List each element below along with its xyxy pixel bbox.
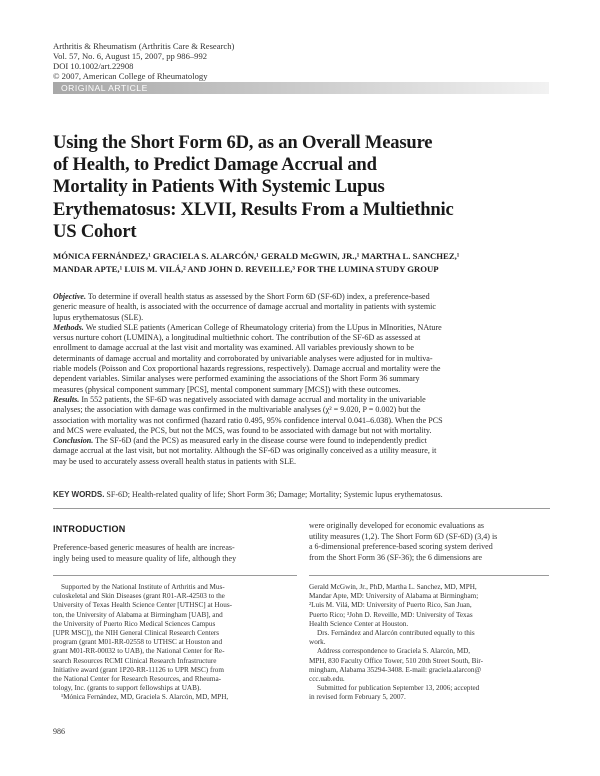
- footnote-line: [UPR MSC]), the NIH General Clinical Research Centers: [53, 629, 220, 638]
- footnote-line: the University of Puerto Rico Medical Sciences Campus: [53, 619, 216, 628]
- title-line: of Health, to Predict Damage Accrual and: [53, 154, 377, 176]
- footnote-line: Submitted for publication September 13, 2006; accepted: [317, 684, 480, 693]
- author-line: MANDAR APTE,¹ LUIS M. VILÁ,² AND JOHN D. REVEILLE,³ FOR THE LUMINA STUDY GROUP: [53, 263, 439, 274]
- body-line: a 6-dimensional preference-based scoring system derived: [309, 542, 493, 551]
- body-line: from the Short Form 36 (SF-36); the 6 dimensions are: [309, 552, 483, 562]
- footnote-line: MPH, 830 Faculty Office Tower, 510 20th Street South, Bir-: [309, 656, 484, 665]
- footnote-line: ¹Mónica Fernández, MD, Graciela S. Alarcón, MD, MPH,: [61, 693, 229, 702]
- author-line: MÓNICA FERNÁNDEZ,¹ GRACIELA S. ALARCÓN,¹ GERALD McGWIN, JR.,¹ MARTHA L. SANCHEZ,¹: [53, 251, 460, 261]
- footnote-line: ccc.uab.edu.: [309, 675, 345, 684]
- footnote-line: work.: [309, 638, 326, 647]
- abstract-line: lupus erythematosus (SLE).: [53, 312, 144, 322]
- abstract-line: damage accrual at the last visit, but not mortality. Although the SF-6D was originally conceived as a utility measure, it: [53, 446, 437, 456]
- footnote-line: University of Texas Health Science Center [UTHSC] at Hous-: [53, 601, 233, 610]
- keywords-label: KEY WORDS.: [53, 490, 105, 499]
- journal-volume: Vol. 57, No. 6, August 15, 2007, pp 986–992: [53, 51, 208, 61]
- article-title: [53, 132, 553, 243]
- footnote-line: ton, the University of Alabama at Birmingham [UAB], and: [53, 610, 223, 619]
- abstract-methods-line: Methods. We studied SLE patients (American College of Rheumatology criteria) from the LUpus in MInorities, NAture: [53, 322, 442, 332]
- footnote-line: in revised form February 5, 2007.: [309, 693, 406, 702]
- journal-copyright: © 2007, American College of Rheumatology: [53, 71, 208, 81]
- abstract-results-line: Results. In 552 patients, the SF-6D was negatively associated with damage accrual and mortality in the univariable: [53, 394, 426, 404]
- footnote-line: Initiative award (grant 1P20-RR-11126 to UPR MSC) from: [53, 665, 224, 674]
- abstract-line: may be used to accurately assess overall health status in patients with SLE.: [53, 456, 296, 466]
- abstract-conclusion-line: Conclusion. The SF-6D (and the PCS) as measured early in the disease course were found to independently predict: [53, 436, 427, 446]
- footnote-line: search Resources RCMI Clinical Research Infrastructure: [53, 656, 217, 665]
- abstract-line: analyses; the association with damage was confirmed in the multivariable analyses (χ² = 9.020, P = 0.002) but the: [53, 405, 421, 415]
- footnote-divider: [309, 575, 549, 576]
- page-number: 986: [53, 727, 65, 736]
- footnote-line: the National Center for Research Resources, and Rheuma-: [53, 675, 222, 684]
- abstract-line: generic measure of health, is associated with the occurrence of damage accrual and mortality in patients with systemic: [53, 302, 436, 312]
- title-line: Mortality in Patients With Systemic Lupus: [53, 176, 385, 198]
- abstract-line: and MCS were evaluated, the PCS, but not the MCS, was found to be associated with damage but not with mortality.: [53, 425, 432, 435]
- journal-header: [53, 41, 353, 81]
- footnote-left: [53, 583, 297, 703]
- body-line: ingly being used to measure quality of life, although they: [53, 553, 237, 563]
- author-list: [53, 250, 553, 275]
- abstract-objective-line: Objective. To determine if overall health status as assessed by the Short Form 6D (SF-6D) index, a preference-based: [53, 292, 430, 301]
- footnote-line: Puerto Rico; ³John D. Reveille, MD: University of Texas: [309, 610, 473, 619]
- footnote-line: Mandar Apte, MD: University of Alabama at Birmingham;: [309, 592, 479, 601]
- section-band: [53, 82, 549, 94]
- abstract-line: determinants of damage accrual and mortality and corroborated by univariable analyses were adjusted for in multiva-: [53, 353, 433, 363]
- journal-doi: DOI 10.1002/art.22908: [53, 61, 134, 71]
- abstract-line: association with mortality was not confirmed (hazard ratio 0.495, 95% confidence interval 0.041–6.038). When the PCS: [53, 415, 443, 425]
- footnote-line: program (grant M01-RR-02558 to UTHSC at Houston and: [53, 638, 223, 647]
- footnote-line: tology, Inc. (grants to support fellowships at UAB).: [53, 684, 202, 693]
- footnote-line: Supported by the National Institute of Arthritis and Mus-: [61, 583, 225, 591]
- footnote-line: Drs. Fernández and Alarcón contributed equally to this: [317, 629, 475, 638]
- footnote-line: grant M01-RR-00032 to UAB), the National Center for Re-: [53, 647, 225, 656]
- intro-paragraph: [53, 543, 297, 564]
- body-line: utility measures (1,2). The Short Form 6D (SF-6D) (3,4) is: [309, 531, 498, 541]
- title-line: Using the Short Form 6D, as an Overall Measure: [53, 132, 433, 153]
- results-label: Results.: [53, 394, 80, 404]
- section-label: ORIGINAL ARTICLE: [61, 83, 148, 93]
- methods-label: Methods.: [53, 322, 84, 332]
- objective-label: Objective.: [53, 292, 87, 301]
- footnote-divider: [53, 575, 297, 576]
- footnote-line: mingham, Alabama 35294-3408. E-mail: graciela.alarcon@: [309, 665, 482, 674]
- abstract-line: measures (physical component summary [PCS], mental component summary [MCS]) with these outcomes.: [53, 384, 401, 394]
- right-column-text: [309, 521, 549, 563]
- footnote-line: Health Science Center at Houston.: [309, 619, 409, 628]
- title-line: Erythematosus: XLVII, Results From a Multiethnic: [53, 198, 454, 220]
- keywords: [53, 490, 550, 500]
- keywords-text: SF-6D; Health-related quality of life; Short Form 36; Damage; Mortality; Systemic lupus erythematosus.: [104, 490, 443, 499]
- intro-heading: INTRODUCTION: [53, 524, 126, 534]
- footnote-right: [309, 583, 549, 703]
- conclusion-label: Conclusion.: [53, 436, 94, 446]
- journal-title: Arthritis & Rheumatism (Arthritis Care & Research): [53, 41, 235, 51]
- footnote-line: ²Luis M. Vilá, MD: University of Puerto Rico, San Juan,: [309, 601, 472, 610]
- body-line: Preference-based generic measures of health are increas-: [53, 543, 235, 552]
- abstract-line: versus nurture cohort (LUMINA), a longitudinal multiethnic cohort. The contribution of the SF-6D as assessed at: [53, 333, 421, 343]
- footnote-line: Address correspondence to Graciela S. Alarcón, MD,: [317, 647, 471, 656]
- abstract-line: dependent variables. Similar analyses were performed examining the associations of the Short Form 36 summary: [53, 374, 420, 384]
- abstract-line: enrollment to damage accrual at the last visit and mortality was examined. All variables previously shown to be: [53, 343, 414, 353]
- footnote-line: Gerald McGwin, Jr., PhD, Martha L. Sanchez, MD, MPH,: [309, 583, 477, 591]
- abstract: [53, 292, 550, 467]
- divider: [53, 508, 550, 509]
- body-line: were originally developed for economic evaluations as: [309, 521, 485, 530]
- footnote-line: culoskeletal and Skin Diseases (grant R01-AR-42503 to the: [53, 592, 225, 601]
- abstract-line: riable models (Poisson and Cox proportional hazards regressions, respectively). Damage accrual and mortality were the: [53, 364, 441, 374]
- title-line: US Cohort: [53, 220, 137, 242]
